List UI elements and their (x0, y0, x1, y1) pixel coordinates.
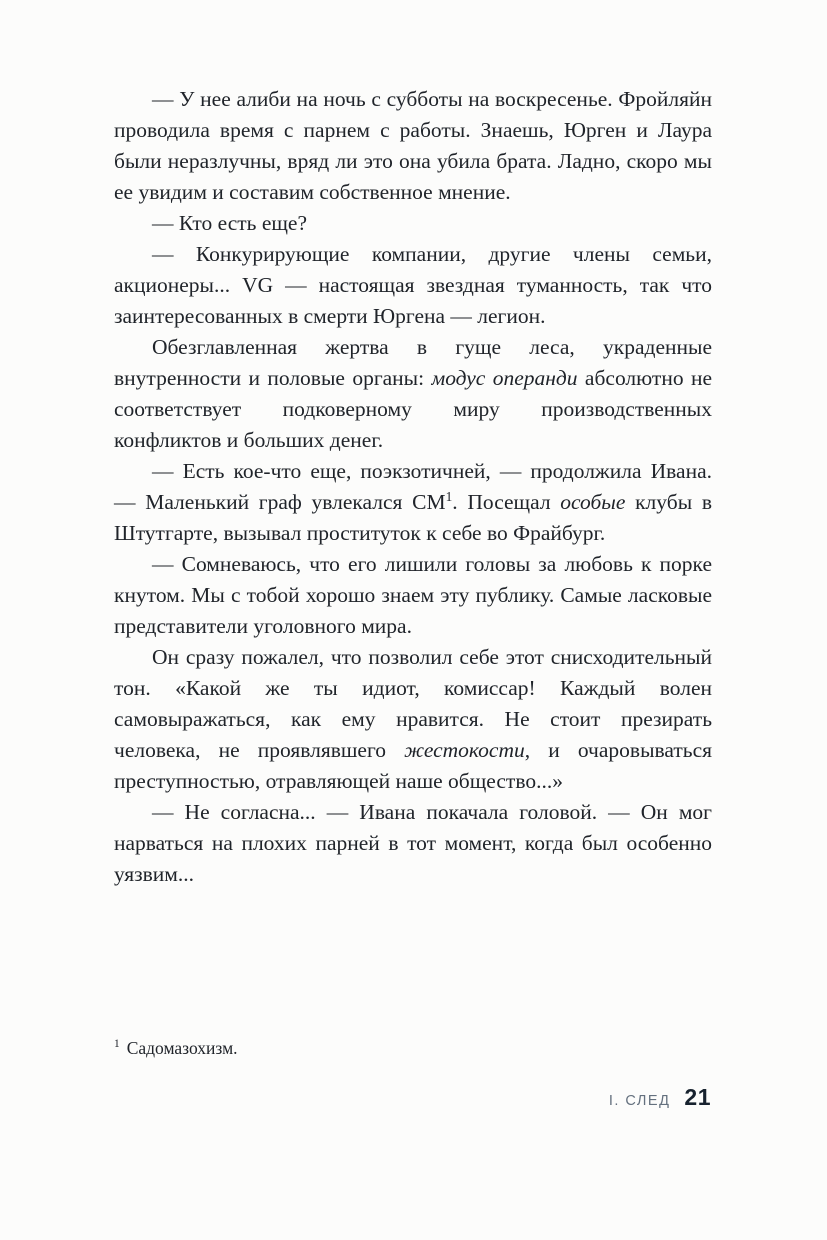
paragraph-text: — Кто есть еще? (152, 211, 308, 235)
running-title: I. СЛЕД (608, 1093, 671, 1109)
paragraph-7 (114, 642, 712, 797)
footnote-text: Садомазохизм. (126, 1038, 238, 1058)
paragraph-text: — Конкурирующие компании, другие члены семьи, акционеры... VG — настоящая звездная туманность, так что заинтересованных в смерти Юргена — легион. (114, 242, 712, 328)
paragraph-text: — Не согласна... — Ивана покачала головой. — Он мог нарваться на плохих парней в тот момент, когда был особенно уязвим... (114, 800, 712, 886)
paragraph-text: — Сомневаюсь, что его лишили головы за любовь к порке кнутом. Мы с тобой хорошо знаем эту публику. Самые ласковые представители уголовного мира. (114, 552, 712, 638)
paragraph-5 (114, 456, 712, 549)
paragraph-1 (114, 84, 712, 208)
paragraph-text: . Посещал (452, 490, 561, 514)
paragraph-8 (114, 797, 712, 890)
paragraph-4 (114, 332, 712, 456)
italic-run: особые (560, 490, 626, 514)
paragraph-6 (114, 549, 712, 642)
paragraph-text: Обезглавленная жертва в гуще леса, украденные внутренности и половые органы: (114, 335, 712, 390)
italic-run: жестокости (404, 738, 525, 762)
text-block (114, 84, 712, 890)
paragraph-text: клубы в Штутгарте, вызывал проституток к себе во Фрайбург. (114, 490, 712, 545)
paragraph-text: — У нее алиби на ночь с субботы на воскресенье. Фройляйн проводила время с парнем с работы. Знаешь, Юрген и Лаура были неразлучны, вряд ли это она убила брата. Ладно, скоро мы ее увидим и составим собственное мнение. (114, 87, 712, 204)
footnote (114, 1036, 712, 1060)
page-number: 21 (684, 1084, 711, 1110)
paragraph-3 (114, 239, 712, 332)
paragraph-2 (114, 208, 712, 239)
italic-run: модус операнди (431, 366, 578, 390)
page-footer (609, 1084, 711, 1111)
footnote-reference: 1 (445, 488, 453, 504)
footnote-marker: 1 (114, 1038, 120, 1051)
paragraph-text: , и очаровываться преступностью, отравляющей наше общество...» (114, 738, 712, 793)
paragraph-text: абсолютно не соответствует подковерному миру производственных конфликтов и больших денег. (114, 366, 713, 452)
paragraph-text: — Есть кое-что еще, поэкзотичней, — продолжила Ивана. — Маленький граф увлекался СМ (114, 459, 712, 514)
paragraph-text: Он сразу пожалел, что позволил себе этот снисходительный тон. «Какой же ты идиот, комиссар! Каждый волен самовыражаться, как ему нравится. Не стоит презирать человека, не проявлявшего (114, 645, 712, 762)
